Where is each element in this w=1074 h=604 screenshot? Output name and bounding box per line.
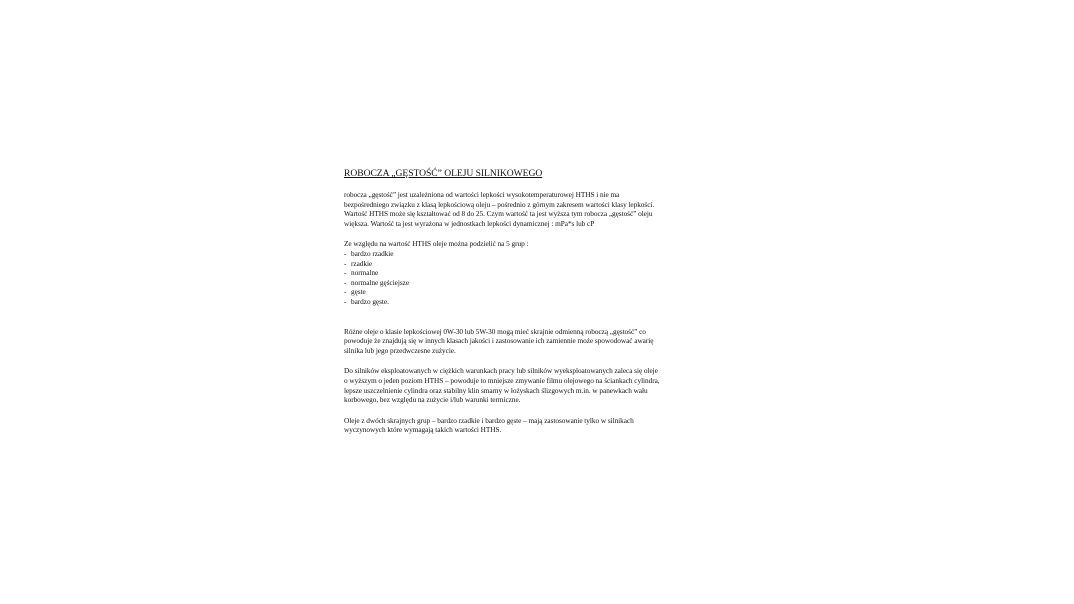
text-line: bezpośredniego związku z klasą lepkościową oleju – pośrednio z górnym zakresem wartości klasy lepkości. xyxy=(344,199,655,209)
list-item xyxy=(344,287,729,297)
text-line: Oleje z dwóch skrajnych grup – bardzo rzadkie i bardzo gęste – mają zastosowanie tylko w silnikach xyxy=(344,415,634,425)
paragraph-hths-definition xyxy=(344,190,729,228)
list-item-label: gęste xyxy=(351,287,366,297)
list-item xyxy=(344,278,729,288)
paragraph-viscosity-classes xyxy=(344,327,729,356)
text-line: robocza „gęstość” jest uzależniona od wartości lepkości wysokotemperaturowej HTHS i nie ma xyxy=(344,190,620,199)
list-intro: Ze względu na wartość HTHS oleje można podzielić na 5 grup : xyxy=(344,239,529,249)
paragraph-heavy-duty-engines xyxy=(344,366,729,404)
text-line: wyczynowych które wymagają takich wartości HTHS. xyxy=(344,425,502,435)
list-dash: - xyxy=(344,287,347,297)
list-item-label: bardzo rzadkie xyxy=(351,248,394,258)
text-line: silnika lub jego przedwczesne zużycie. xyxy=(344,345,456,355)
list-item xyxy=(344,297,729,307)
list-item-label: normalne gęściejsze xyxy=(351,277,410,287)
list-item xyxy=(344,249,729,259)
text-line: Wartość HTHS może się kształtować od 8 do 25. Czym wartość ta jest wyższa tym robocza „gęstość” oleju xyxy=(344,209,653,219)
list-dash: - xyxy=(344,248,347,258)
text-line: większa. Wartość ta jest wyrażona w jednostkach lepkości dynamicznej : mPa*s lub cP xyxy=(344,218,595,228)
text-line: powoduje że znajdują się w innych klasach jakości i zastosowanie ich zamiennie może spowodować awarię xyxy=(344,336,654,346)
paragraph-extreme-groups xyxy=(344,416,729,435)
list-dash: - xyxy=(344,258,347,268)
document-title: ROBOCZA „GĘSTOŚĆ” OLEJU SILNIKOWEGO xyxy=(344,168,543,179)
list-item-label: normalne xyxy=(351,268,379,278)
list-item xyxy=(344,259,729,269)
text-line: Do silników eksploatowanych w ciężkich warunkach pracy lub silników wyeksploatowanych zaleca się oleje xyxy=(344,366,658,376)
viscosity-group-list xyxy=(344,249,729,307)
text-line: Różne oleje o klasie lepkościowej 0W-30 lub 5W-30 mogą mieć skrajnie odmienną roboczą „gęstość” co xyxy=(344,326,646,336)
paragraph-groups xyxy=(344,239,729,306)
list-item-label: bardzo gęste. xyxy=(351,296,389,306)
list-dash: - xyxy=(344,296,347,306)
document-body xyxy=(344,168,729,435)
list-item-label: rzadkie xyxy=(351,258,373,268)
text-line: o wyższym o jeden poziom HTHS – powoduje to mniejsze zmywanie filmu olejowego na ściankach cylindra, xyxy=(344,375,660,385)
list-dash: - xyxy=(344,277,347,287)
list-dash: - xyxy=(344,268,347,278)
text-line: lepsze uszczelnienie cylindra oraz stabilny klin smarny w łożyskach ślizgowych m.in. w panewkach wału xyxy=(344,385,648,395)
text-line: korbowego, bez względu na zużycie i/lub warunki termiczne. xyxy=(344,395,521,405)
list-item xyxy=(344,268,729,278)
